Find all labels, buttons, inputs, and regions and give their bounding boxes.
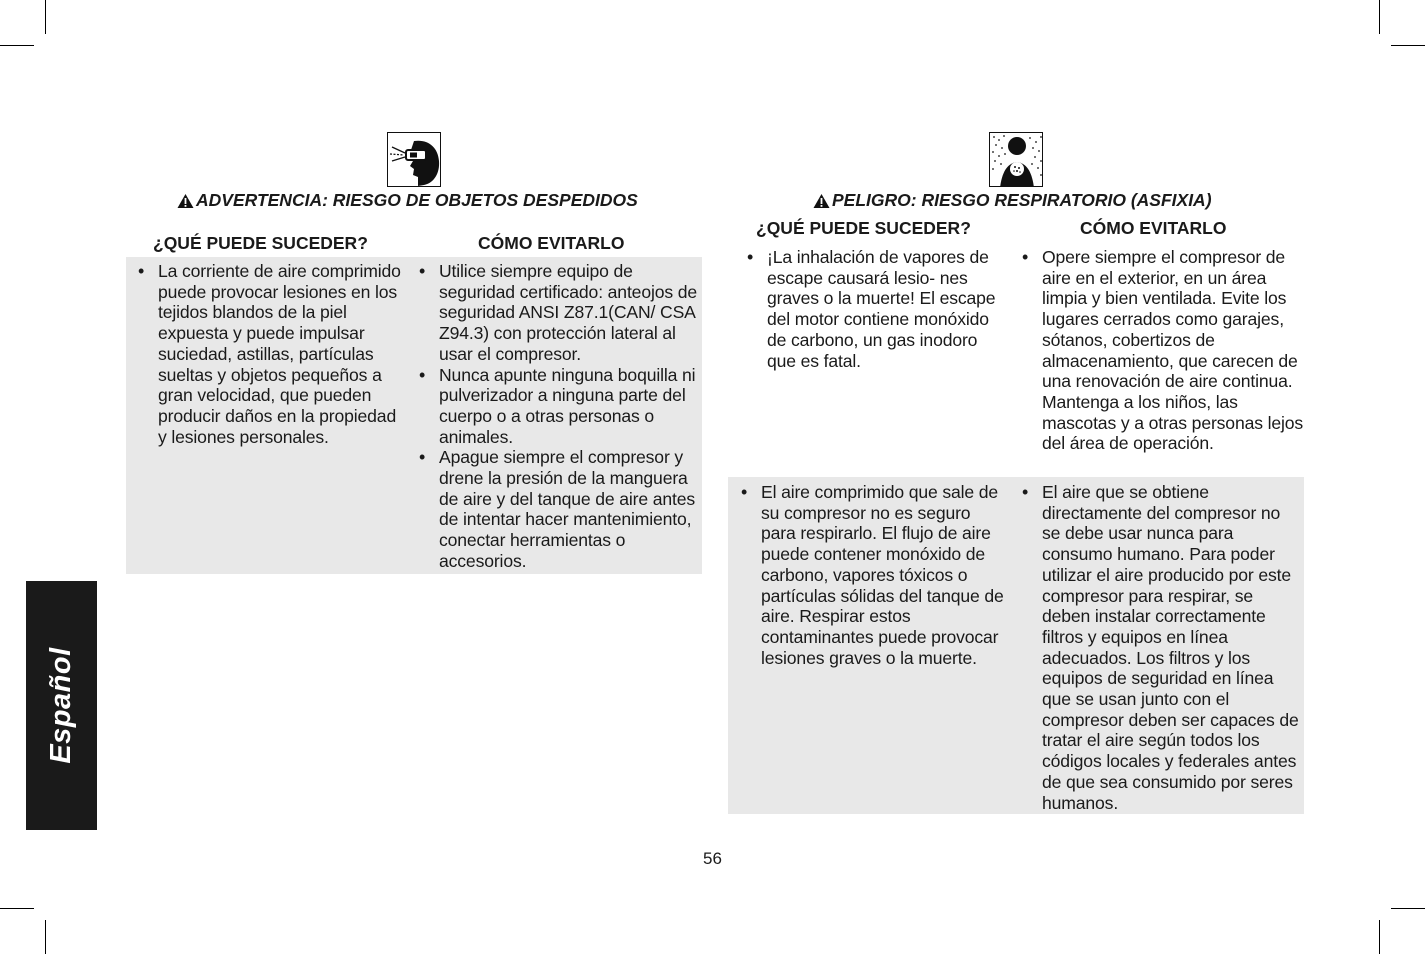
left-what-list: [128, 261, 408, 447]
warning-triangle-icon: [177, 193, 194, 209]
crop-mark: [45, 0, 46, 34]
right-row1-what-list: [737, 247, 1007, 371]
crop-mark: [0, 45, 34, 46]
page-number: 56: [703, 849, 722, 868]
left-how-list: [409, 261, 701, 572]
crop-mark: [0, 908, 34, 909]
crop-mark: [45, 920, 46, 954]
respiratory-hazard-icon: [989, 132, 1043, 187]
list-item: • El aire que se obtiene directamente del compresor no se debe usar nunca para consumo humano. Para poder utilizar el aire producido por este compresor para respirar, se deben instalar correctamente filtros y equipos en línea adecuados. Los filtros y los equipos de seguridad en línea que se usan junto con el compresor deben ser capaces de tratar el aire según todos los códigos locales y federales antes de que sea consumido por seres humanos.: [1012, 482, 1300, 813]
list-item: • Opere siempre el compresor de aire en el exterior, en un área limpia y bien ventilada. Evite los lugares cerrados como garajes, sótanos, cobertizos de almacenamiento, que carecen de una renovación de aire continua. Mantenga a los niños, las mascotas y a otras personas lejos del área de operación.: [1012, 247, 1304, 454]
right-col-how-header: CÓMO EVITARLO: [1080, 218, 1227, 238]
crop-mark: [1379, 0, 1380, 34]
list-item: • La corriente de aire comprimido puede provocar lesiones en los tejidos blandos de la piel expuesta y puede impulsar suciedad, astillas, partículas sueltas y objetos pequeños a gran velocidad, que pueden producir daños en la propiedad y lesiones personales.: [128, 261, 408, 447]
left-section-title: [177, 190, 638, 211]
right-section-title-text: PELIGRO: RIESGO RESPIRATORIO (ASFIXIA): [832, 190, 1212, 210]
right-col-what-header: ¿QUÉ PUEDE SUCEDER?: [756, 218, 971, 238]
safety-goggles-icon: [387, 132, 441, 187]
list-item: • ¡La inhalación de vapores de escape causará lesio- nes graves o la muerte! El escape del motor contiene monóxido de carbono, un gas inodoro que es fatal.: [737, 247, 1007, 371]
right-section-title: [813, 190, 1212, 211]
list-item: • Nunca apunte ninguna boquilla ni pulverizador a ninguna parte del cuerpo o a otras personas o animales.: [409, 365, 701, 448]
warning-triangle-icon: [813, 193, 830, 209]
list-item: • Apague siempre el compresor y drene la presión de la manguera de aire y del tanque de aire antes de intentar hacer mantenimiento, conectar herramientas o accesorios.: [409, 447, 701, 571]
crop-mark: [1379, 920, 1380, 954]
crop-mark: [1391, 908, 1425, 909]
crop-mark: [1391, 45, 1425, 46]
language-tab: [26, 581, 97, 830]
list-item: • Utilice siempre equipo de seguridad certificado: anteojos de seguridad ANSI Z87.1(CAN/ CSA Z94.3) con protección lateral al usar el compresor.: [409, 261, 701, 365]
left-col-what-header: ¿QUÉ PUEDE SUCEDER?: [153, 233, 368, 253]
right-row1-how-list: [1012, 247, 1304, 454]
right-row2-how-list: [1012, 482, 1300, 813]
list-item: • El aire comprimido que sale de su compresor no es seguro para respirarlo. El flujo de aire puede contener monóxido de carbono, vapores tóxicos o partículas sólidas del tanque de aire. Respirar estos contaminantes puede provocar lesiones graves o la muerte.: [731, 482, 1005, 668]
left-section-title-text: ADVERTENCIA: RIESGO DE OBJETOS DESPEDIDOS: [196, 190, 638, 210]
right-row2-what-list: [731, 482, 1005, 668]
language-tab-label: Español: [45, 647, 77, 764]
left-col-how-header: CÓMO EVITARLO: [478, 233, 625, 253]
